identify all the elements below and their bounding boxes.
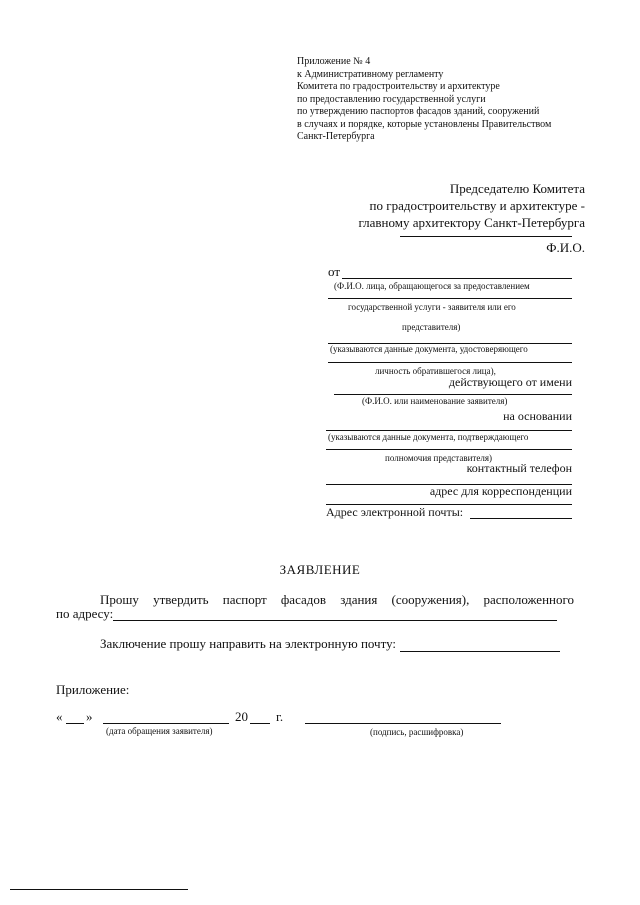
quote-open: « xyxy=(56,709,63,724)
signature-field[interactable] xyxy=(305,723,501,724)
appendix-line: к Административному регламенту xyxy=(297,68,444,80)
conclusion-text: Заключение прошу направить на электронную почту: xyxy=(100,636,397,651)
request-word: Прошу xyxy=(100,592,139,607)
authority-document-field-2[interactable] xyxy=(326,449,572,450)
month-field[interactable] xyxy=(103,723,229,724)
represented-name-field[interactable] xyxy=(334,394,572,395)
year-field[interactable] xyxy=(250,723,270,724)
request-word: расположенного xyxy=(483,592,574,607)
authority-document-caption: (указываются данные документа, подтверждающего xyxy=(328,432,529,442)
addressee-line: по градостроительству и архитектуре - xyxy=(369,198,585,213)
appendix-line: по предоставлению государственной услуги xyxy=(297,93,486,105)
appendix-header xyxy=(297,56,551,144)
year-suffix: г. xyxy=(276,709,284,724)
request-word: фасадов xyxy=(280,592,327,607)
applicant-name-field-2[interactable] xyxy=(328,298,572,299)
footnote-divider xyxy=(10,889,188,890)
request-paragraph xyxy=(100,592,574,608)
phone-label: контактный телефон xyxy=(466,461,572,475)
appendix-line: в случаях и порядке, которые установлены Правительством xyxy=(297,118,552,130)
applicant-caption: государственной услуги - заявителя или его xyxy=(348,302,516,312)
addressee-block xyxy=(358,180,585,231)
request-word: здания xyxy=(340,592,378,607)
document-title: ЗАЯВЛЕНИЕ xyxy=(279,562,361,577)
basis-label: на основании xyxy=(503,409,572,423)
appendix-line: Санкт-Петербурга xyxy=(297,131,375,142)
request-word: паспорт xyxy=(222,592,267,607)
represented-name-caption: (Ф.И.О. или наименование заявителя) xyxy=(362,396,508,406)
year-prefix: 20 xyxy=(235,709,248,724)
address-label: по адресу: xyxy=(56,606,114,621)
email-field[interactable] xyxy=(470,518,572,519)
addressee-name-field[interactable] xyxy=(400,236,572,237)
signature-caption: (подпись, расшифровка) xyxy=(370,727,464,737)
addressee-line: главному архитектору Санкт-Петербурга xyxy=(358,215,585,230)
applicant-caption: представителя) xyxy=(402,322,461,332)
applicant-caption: (Ф.И.О. лица, обращающегося за предоставлением xyxy=(334,281,530,291)
from-label: от xyxy=(328,264,341,279)
correspondence-address-label: адрес для корреспонденции xyxy=(429,484,572,498)
acting-on-behalf-label: действующего от имени xyxy=(448,375,572,389)
identity-document-field-2[interactable] xyxy=(328,362,572,363)
conclusion-email-field[interactable] xyxy=(400,651,560,652)
fio-label: Ф.И.О. xyxy=(546,240,585,255)
request-word: утвердить xyxy=(153,592,209,607)
date-caption: (дата обращения заявителя) xyxy=(106,726,213,736)
applicant-name-field[interactable] xyxy=(342,278,572,279)
attachment-label: Приложение: xyxy=(56,682,130,697)
addressee-line: Председателю Комитета xyxy=(449,181,585,196)
building-address-field[interactable] xyxy=(113,620,557,621)
appendix-line: Приложение № 4 xyxy=(297,56,371,67)
identity-document-caption: (указываются данные документа, удостоверяющего xyxy=(330,344,528,354)
appendix-line: Комитета по градостроительству и архитектуре xyxy=(297,81,500,92)
identity-document-caption: личность обратившегося лица), xyxy=(375,366,496,376)
authority-document-caption: полномочия представителя) xyxy=(385,453,492,463)
appendix-line: по утверждению паспортов фасадов зданий, сооружений xyxy=(297,106,540,117)
quote-close: » xyxy=(86,709,93,724)
email-label: Адрес электронной почты: xyxy=(326,505,464,519)
day-field[interactable] xyxy=(66,723,84,724)
authority-document-field[interactable] xyxy=(326,430,572,431)
request-word: (сооружения), xyxy=(391,592,470,607)
